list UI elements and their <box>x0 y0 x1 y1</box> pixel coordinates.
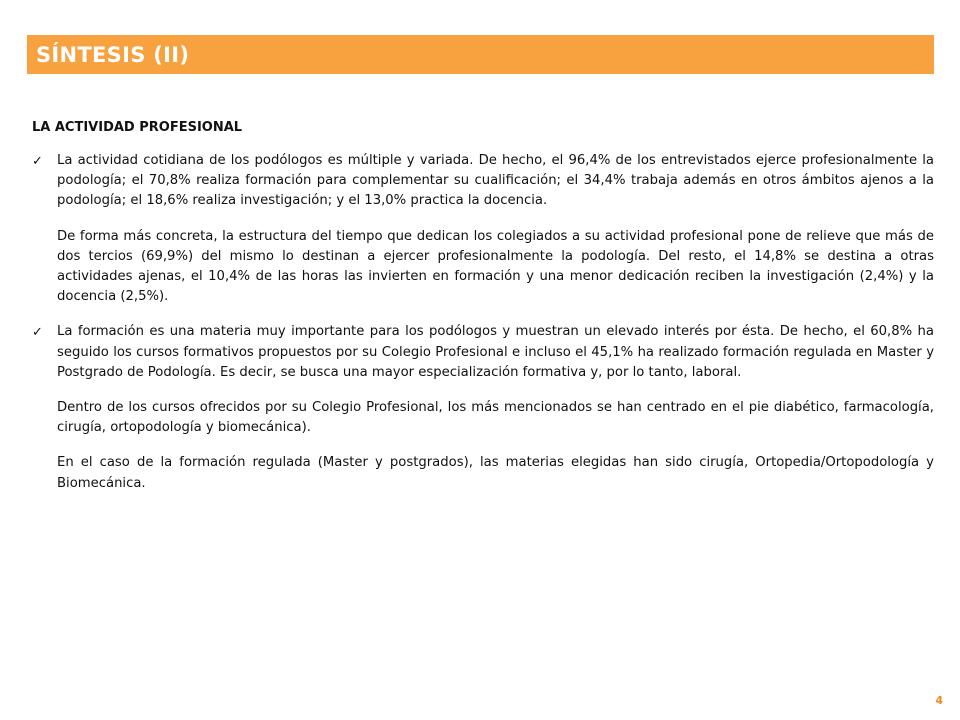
section-heading: LA ACTIVIDAD PROFESIONAL <box>32 120 243 135</box>
check-icon: ✓ <box>32 325 43 341</box>
page-title: SÍNTESIS (II) <box>36 42 190 67</box>
title-bar <box>27 35 934 74</box>
bullet-item <box>32 151 934 307</box>
page-number: 4 <box>935 694 943 707</box>
bullet-item <box>32 322 934 493</box>
paragraph: En el caso de la formación regulada (Master y postgrados), las materias elegidas han sido cirugía, Ortopedia/Ortopodología y Biomecánica. <box>57 455 934 491</box>
paragraph: La formación es una materia muy importante para los podólogos y muestran un elevado interés por ésta. De hecho, el 60,8% ha seguido los cursos formativos propuestos por su Colegio Profesional e incluso el 45,1% ha realizado formación regulada en Master y Postgrado de Podología. Es decir, se busca una mayor especialización formativa y, por lo tanto, laboral. <box>57 324 934 380</box>
paragraph: La actividad cotidiana de los podólogos es múltiple y variada. De hecho, el 96,4% de los entrevistados ejerce profesionalmente la podología; el 70,8% realiza formación para complementar su cualificación; el 34,4% trabaja además en otros ámbitos ajenos a la podología; el 18,6% realiza investigación; y el 13,0% practica la docencia. <box>57 153 934 209</box>
content-area <box>32 118 934 509</box>
paragraph: Dentro de los cursos ofrecidos por su Colegio Profesional, los más mencionados se han centrado en el pie diabético, farmacología, cirugía, ortopodología y biomecánica). <box>57 400 934 436</box>
paragraph: De forma más concreta, la estructura del tiempo que dedican los colegiados a su actividad profesional pone de relieve que más de dos tercios (69,9%) del mismo lo destinan a ejercer profesionalmente la podología. Del resto, el 14,8% se destina a otras actividades ajenas, el 10,4% de las horas las invierten en formación y una menor dedicación reciben la investigación (2,4%) y la docencia (2,5%). <box>57 228 934 305</box>
check-icon: ✓ <box>32 154 43 169</box>
